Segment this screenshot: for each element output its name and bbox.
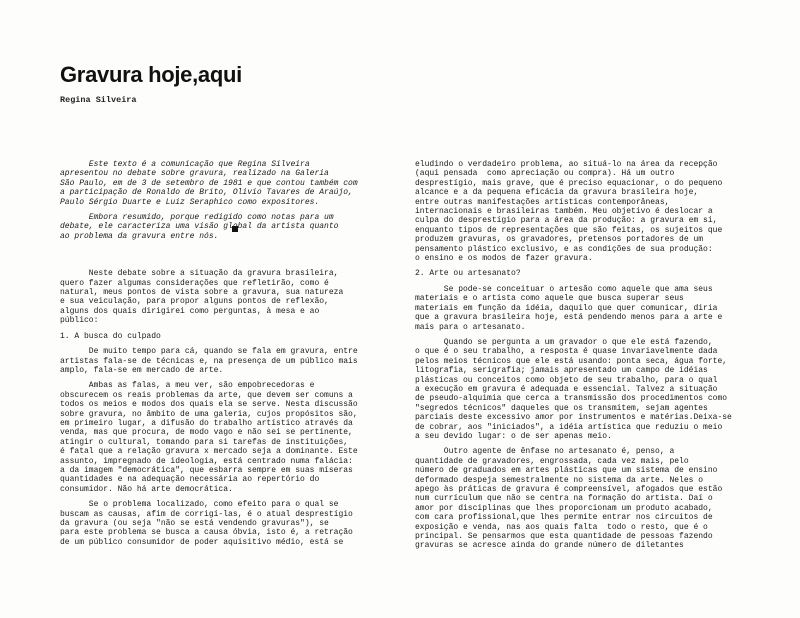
text-line: litografia, serigrafia; jamais apresentado um campo de idéias bbox=[415, 366, 708, 376]
text-line: alguns dos quais dirigirei como perguntas, à mesa e ao bbox=[60, 306, 320, 316]
text-line: entre outras manifestações artísticas contemporâneas, bbox=[415, 197, 670, 207]
text-line: de pseudo-alquimia que cerca a transmissão dos procedimentos como bbox=[415, 394, 728, 404]
text-line: internacionais e brasileiras também. Meu objetivo é deslocar a bbox=[415, 207, 713, 217]
text-line: Se pode-se conceituar o artesão como aquele que ama seus bbox=[415, 284, 713, 294]
text-line: Se o problema localizado, como efeito para o qual se bbox=[60, 500, 339, 510]
text-line: assunto, impregnado de ideologia, está centrado numa falácia: bbox=[60, 456, 353, 466]
body-paragraph bbox=[415, 447, 760, 550]
text-line: parciais deste excessivo amor por instrumentos e matérias.Deixa-se bbox=[415, 413, 732, 423]
text-line: é fatal que a relação gravura x mercado seja a dominante. Este bbox=[60, 447, 358, 457]
text-line: apego às práticas de gravura é compreensível, afogados que estão bbox=[415, 485, 723, 494]
text-line: natural, meus pontos de vista sobre a gravura, sua natureza bbox=[60, 288, 344, 298]
article-title: Gravura hoje,aqui bbox=[60, 62, 242, 87]
text-line: obscurecem os reais problemas da arte, que devem ser comuns a bbox=[60, 390, 353, 400]
text-line: De muito tempo para cá, quando se fala em gravura, entre bbox=[60, 347, 358, 357]
text-line: a seu devido lugar: o de ser apenas meio. bbox=[415, 431, 612, 441]
left-column bbox=[60, 160, 405, 547]
text-line: a da imagem "democrática", que esbarra sempre em suas míseras bbox=[60, 465, 353, 475]
body-paragraph bbox=[415, 160, 760, 263]
text-line: "segredos técnicos" daqueles que os transmitem, sejam agentes bbox=[415, 403, 708, 413]
body-paragraph bbox=[60, 347, 405, 375]
text-line: o ensino e os modos de fazer gravura. bbox=[415, 254, 593, 264]
body-paragraph bbox=[60, 500, 405, 547]
text-line: Ambas as falas, a meu ver, são empobrecedoras e bbox=[60, 381, 315, 391]
text-line: e sua veiculação, para propor alguns pontos de reflexão, bbox=[60, 297, 329, 307]
text-line: sobre gravura, no âmbito de uma galeria, cujos propósitos são, bbox=[60, 409, 358, 419]
text-line: a execução em gravura é adequada e essencial. Talvez a situação bbox=[415, 384, 718, 394]
text-line: buscam as causas, afim de corrigí-las, é o atual desprestígio bbox=[60, 509, 353, 519]
text-line: Outro agente de ênfase no artesanato é, penso, a bbox=[415, 447, 675, 457]
text-line: o que é o seu trabalho, a resposta é quase invariavelmente dada bbox=[415, 347, 718, 357]
text-line: artistas fala-se de técnicas e, na presença de um público mais bbox=[60, 356, 358, 366]
text-line: consumidor. Não há arte democrática. bbox=[60, 484, 233, 494]
text-line: plásticas ou conceitos como objeto de seu trabalho, para o qual bbox=[415, 375, 718, 385]
body-paragraph bbox=[415, 285, 760, 332]
text-line: número de graduados em artes plásticas que um sistema de ensino bbox=[415, 466, 718, 476]
text-line: exposição e venda, nas aos quais falta todo o resto, que é o bbox=[415, 522, 708, 532]
text-line: alcance e a da pequena eficácia da gravura brasileira hoje, bbox=[415, 188, 699, 198]
intro-paragraph bbox=[60, 160, 405, 207]
right-column bbox=[415, 160, 760, 551]
text-line: Neste debate sobre a situação da gravura brasileira, bbox=[60, 269, 339, 279]
text-line: atingir o cultural, tomando para si tarefas de instituições, bbox=[60, 437, 349, 447]
text-line: em primeiro lugar, a difusão do trabalho artístico através da bbox=[60, 418, 353, 428]
text-line: eludindo o verdadeiro problema, ao situá-lo na área da recepção bbox=[415, 160, 718, 169]
text-line: para este problema se busca a causa óbvia, isto é, a retração bbox=[60, 528, 353, 538]
text-line: (aqui pensada como apreciação ou compra). Há um outro bbox=[415, 169, 675, 179]
section-heading-2: 2. Arte ou artesanato? bbox=[415, 269, 521, 279]
text-line: de cobrar, aos "iniciados", a idéia artística que reduziu o meio bbox=[415, 422, 723, 432]
text-line: mais para o artesanato. bbox=[415, 322, 526, 332]
text-line: venda, mas que procura, de modo vago e não sei se pertinente, bbox=[60, 428, 353, 438]
text-line: culpa do desprestígio para a área da produção: a gravura em si, bbox=[415, 216, 718, 226]
text-line: num currículum que não se centra na formação do artista. Daí o bbox=[415, 494, 713, 504]
body-paragraph bbox=[60, 381, 405, 494]
text-line: debate, ele caracteriza uma visão global da artista quanto bbox=[60, 222, 339, 232]
text-line: deformado despeja semestralmente no sistema da arte. Neles o bbox=[415, 475, 704, 485]
text-line: a participação de Ronaldo de Brito, Olivio Tavares de Araújo, bbox=[60, 188, 353, 198]
text-line: de um público consumidor de poder aquisitivo médio, está se bbox=[60, 537, 344, 547]
body-paragraph bbox=[415, 338, 760, 441]
text-line: Este texto é a comunicação que Regina Silveira bbox=[60, 160, 310, 169]
text-line: quero fazer algumas considerações que refletirão, como é bbox=[60, 278, 329, 288]
text-line: materiais e o artista como aquele que busca superar seus bbox=[415, 294, 684, 304]
intro-paragraph-2 bbox=[60, 213, 405, 241]
text-line: Paulo Sérgio Duarte e Luiz Seraphico como expositores. bbox=[60, 197, 320, 207]
text-line: amor por disciplinas que lhes proporcionam um produto acabado, bbox=[415, 503, 713, 513]
text-line: principal. Se pensarmos que esta quantidade de pessoas fazendo bbox=[415, 532, 713, 542]
section-heading-1: 1. A busca do culpado bbox=[60, 331, 161, 341]
text-line: enquanto tipos de representações que são feitas, os sujeitos que bbox=[415, 225, 723, 235]
text-line: produzem gravuras, os gravadores, pretensos portadores de um bbox=[415, 235, 704, 245]
text-line: ao problema da gravura entre nós. bbox=[60, 231, 219, 241]
text-line: quantidade de gravadores, engrossada, cada vez mais, pelo bbox=[415, 456, 689, 466]
text-line: quantidades e na adequação necessária ao repertório do bbox=[60, 475, 320, 485]
text-line: público: bbox=[60, 316, 99, 326]
text-line: São Paulo, em de 3 de setembro de 1981 e que contou também com bbox=[60, 178, 358, 188]
text-line: Embora resumido, porque redigido como notas para um bbox=[60, 213, 334, 223]
text-line: materiais em função da idéia, daquilo que quer comunicar, diria bbox=[415, 303, 718, 313]
text-line: gravuras se acresce ainda do grande número de diletantes bbox=[415, 541, 684, 551]
article-author: Regina Silveira bbox=[60, 95, 137, 105]
text-line: pelos meios técnicos que ele está usando: ponta seca, água forte, bbox=[415, 356, 728, 366]
text-line: que a gravura brasileira hoje, está pendendo menos para a arte e bbox=[415, 313, 723, 323]
text-line: todos os meios e modos dos quais ela se serve. Nesta discussão bbox=[60, 400, 358, 410]
text-line: desprestígio, mais grave, que é preciso equacionar, o do pequeno bbox=[415, 178, 723, 188]
text-line: amplo, fala-se em mercado de arte. bbox=[60, 365, 224, 375]
text-line: pensamento plástico exclusivo, e as condições de sua produção: bbox=[415, 244, 713, 254]
text-line: Quando se pergunta a um gravador o que ele está fazendo, bbox=[415, 337, 713, 347]
body-paragraph bbox=[60, 269, 405, 325]
text-line: apresentou no debate sobre gravura, realizado na Galeria bbox=[60, 169, 329, 179]
text-line: com cara profissional,que lhes permite entrar nos circuitos de bbox=[415, 513, 713, 523]
text-line: da gravura (ou seja "não se está vendendo gravuras"), se bbox=[60, 519, 329, 528]
